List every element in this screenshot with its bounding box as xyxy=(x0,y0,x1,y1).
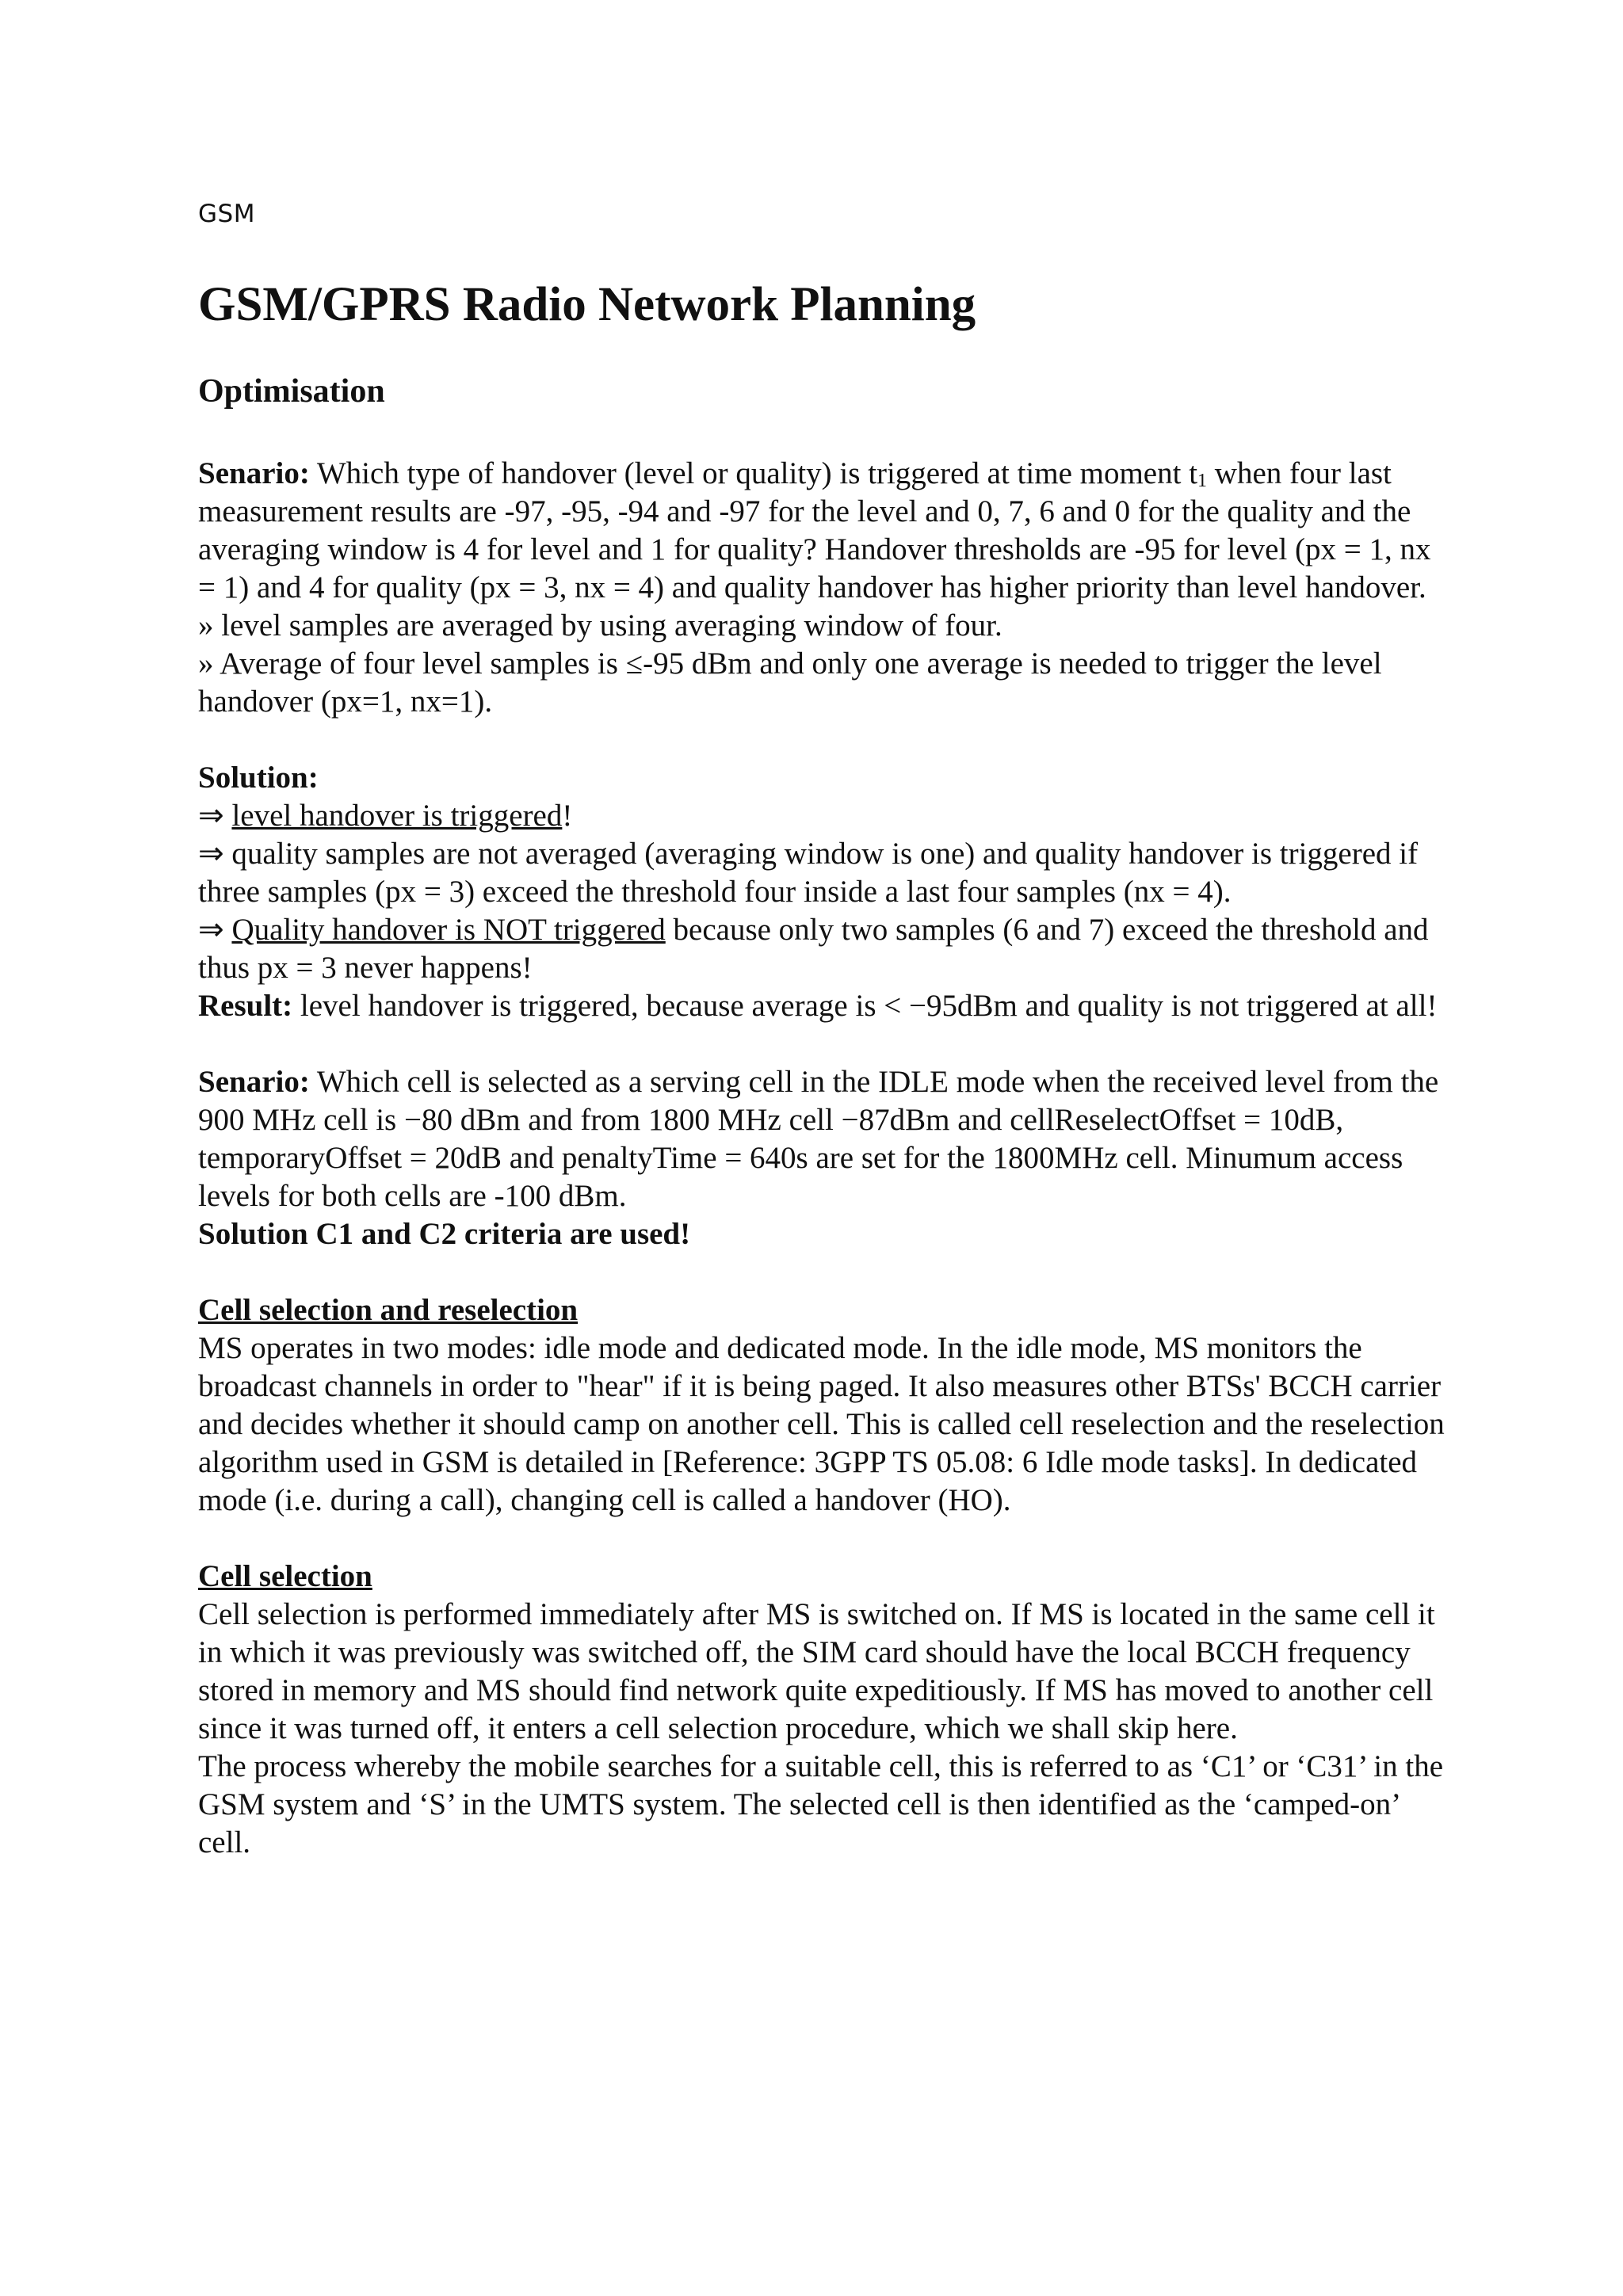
scenario-1-paragraph xyxy=(198,455,1450,607)
scenario-2-label: Senario: xyxy=(198,1065,310,1099)
solution-1-line-1-end: ! xyxy=(562,799,573,833)
solution-1-quality-result: Quality handover is NOT triggered xyxy=(231,913,666,947)
section-heading-cell-selection-reselection: Cell selection and reselection xyxy=(198,1293,579,1327)
solution-1-line-2: ⇒ quality samples are not averaged (averaging window is one) and quality handover is triggered if three samples (px = 3) exceed the threshold four inside a last four samples (nx = 4). xyxy=(198,837,1419,909)
implies-symbol: ⇒ xyxy=(198,799,232,833)
scenario-1-note-1: » level samples are averaged by using averaging window of four. xyxy=(198,608,1002,643)
solution-1-result xyxy=(198,987,1450,1025)
scenario-1-subscript: 1 xyxy=(1197,471,1208,491)
scenario-2-paragraph xyxy=(198,1063,1450,1215)
scenario-2-text: Which cell is selected as a serving cell in the IDLE mode when the received level from the 900 MHz cell is −80 dBm and from 1800 MHz cell −87dBm and cellReselectOffset = 10dB, temporaryOffset = 20dB and penaltyTime = 640s are set for the 1800MHz cell. Minumum access levels for both cells are -100 dBm. xyxy=(198,1065,1439,1213)
section-title-optimisation: Optimisation xyxy=(198,373,385,410)
section-text-cell-selection-reselection: MS operates in two modes: idle mode and dedicated mode. In the idle mode, MS monitors the broadcast channels in order to "hear" if it is being paged. It also measures other BTSs' BCCH carrier and decides whether it should camp on another cell. This is called cell reselection and the reselection algorithm used in GSM is detailed in [Reference: 3GPP TS 05.08: 6 Idle mode tasks]. In dedicated mode (i.e. during a call), changing cell is called a handover (HO). xyxy=(198,1331,1445,1517)
spacer xyxy=(198,1253,1450,1291)
scenario-1-note-2: » Average of four level samples is ≤-95 dBm and only one average is needed to trigger the level handover (px=1, nx=1). xyxy=(198,646,1382,719)
document-title: GSM/GPRS Radio Network Planning xyxy=(198,278,976,331)
document-body xyxy=(198,455,1450,1862)
spacer xyxy=(198,721,1450,759)
scenario-1-text-b: when four last measurement results are -97, -95, -94 and -97 for the level and 0, 7, 6 and 0 for the quality and the averaging window is 4 for level and 1 for quality? Handover thresholds are -95 for level (px = 1, nx = 1) and 4 for quality (px = 3, nx = 4) and quality handover has higher priority than level handover. xyxy=(198,456,1431,605)
spacer xyxy=(198,1520,1450,1558)
result-text: level handover is triggered, because average is < −95dBm and quality is not triggered at all! xyxy=(292,989,1438,1023)
section-heading-cell-selection: Cell selection xyxy=(198,1559,372,1593)
solution-1-label: Solution: xyxy=(198,761,319,795)
scenario-2-solution: Solution C1 and C2 criteria are used! xyxy=(198,1217,691,1251)
implies-symbol: ⇒ xyxy=(198,913,232,947)
solution-1-line-3 xyxy=(198,911,1450,987)
solution-1-level-result: level handover is triggered xyxy=(231,799,563,833)
scenario-1-label: Senario: xyxy=(198,456,310,490)
section-text-cell-selection-2: The process whereby the mobile searches for a suitable cell, this is referred to as ‘C1’ or ‘C31’ in the GSM system and ‘S’ in the UMTS system. The selected cell is then identified as the ‘camped-on’ cell. xyxy=(198,1749,1444,1859)
spacer xyxy=(198,1025,1450,1063)
solution-1-line-3-end: because only two samples (6 and 7) exceed the threshold and thus px = 3 never happens! xyxy=(198,913,1429,985)
solution-1-line-1 xyxy=(198,797,1450,835)
result-label: Result: xyxy=(198,989,293,1023)
page-header: GSM xyxy=(198,200,255,228)
scenario-1-text-a: Which type of handover (level or quality) is triggered at time moment t xyxy=(309,456,1198,490)
section-text-cell-selection-1: Cell selection is performed immediately after MS is switched on. If MS is located in the same cell it in which it was previously was switched off, the SIM card should have the local BCCH frequency stored in memory and MS should find network quite expeditiously. If MS has moved to another cell since it was turned off, it enters a cell selection procedure, which we shall skip here. xyxy=(198,1597,1435,1745)
